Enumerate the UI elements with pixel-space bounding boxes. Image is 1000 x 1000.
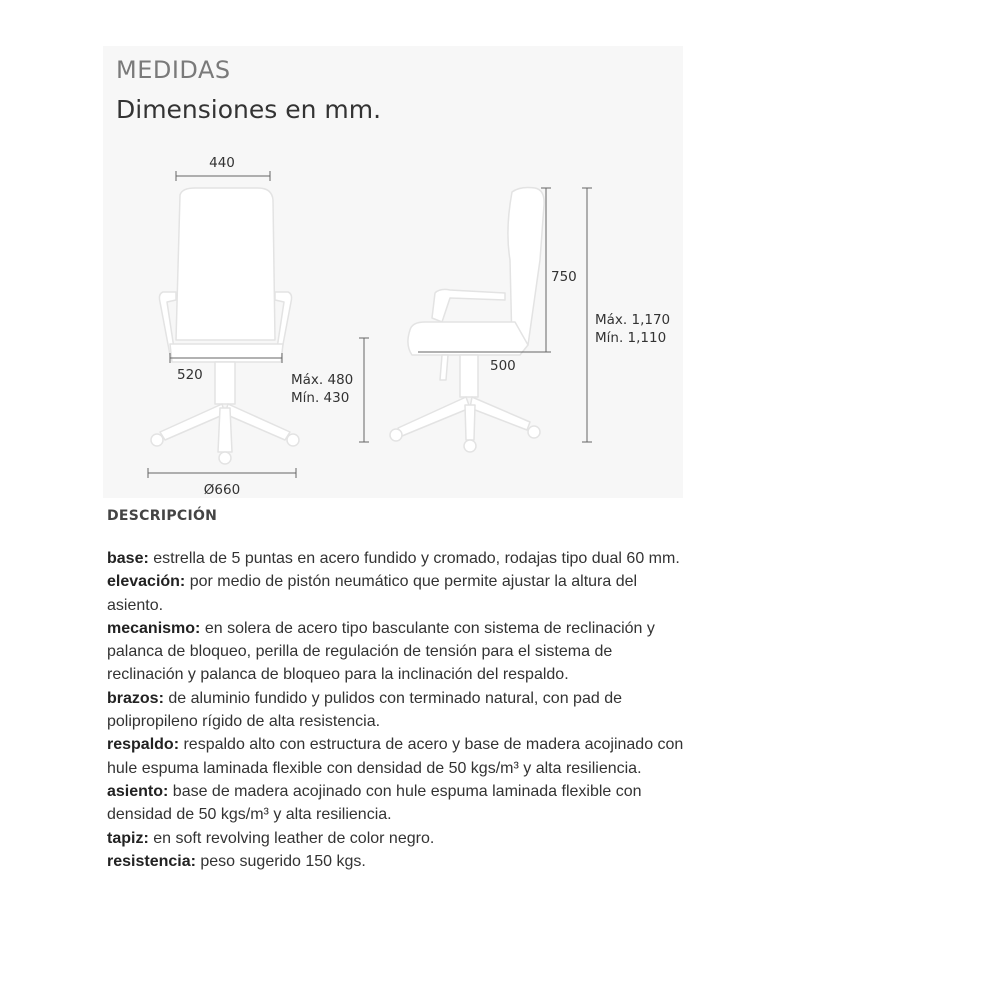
- chair-front-view: [151, 188, 299, 464]
- spec-paragraph: [107, 547, 692, 570]
- section-title: MEDIDAS: [116, 56, 231, 84]
- total-height-min-label: Mín. 1,110: [595, 330, 667, 346]
- spec-term: resistencia:: [107, 852, 196, 870]
- spec-text: base de madera acojinado con hule espuma laminada flexible con densidad de 50 kgs/m³ y alta resiliencia.: [107, 782, 642, 824]
- spec-term: mecanismo:: [107, 619, 201, 637]
- spec-text: de aluminio fundido y pulidos con terminado natural, con pad de polipropileno rígido de alta resistencia.: [107, 689, 622, 731]
- spec-text: en soft revolving leather de color negro.: [148, 829, 435, 847]
- spec-term: elevación:: [107, 573, 186, 591]
- spec-paragraph: [107, 733, 692, 780]
- spec-text: respaldo alto con estructura de acero y base de madera acojinado con hule espuma laminada flexible con densidad de 50 kgs/m³ y alta resiliencia.: [107, 736, 684, 777]
- spec-term: asiento:: [107, 782, 169, 800]
- seat-height-min-label: Mín. 430: [291, 390, 350, 406]
- spec-paragraph: [107, 850, 692, 873]
- seat-width-label: 520: [177, 367, 203, 383]
- spec-paragraph: [107, 687, 692, 734]
- total-height-max-label: Máx. 1,170: [595, 312, 671, 328]
- spec-text: estrella de 5 puntas en acero fundido y cromado, rodajas tipo dual 60 mm.: [148, 550, 680, 567]
- spec-text: en solera de acero tipo basculante con sistema de reclinación y palanca de bloqueo, perilla de regulación de tensión para el sistema de reclinación y palanca de bloqueo para la inclinación del respaldo.: [107, 619, 655, 684]
- spec-text: por medio de pistón neumático que permite ajustar la altura del asiento.: [107, 573, 638, 614]
- spec-paragraph: [107, 780, 692, 827]
- back-height-label: 750: [551, 269, 577, 285]
- description-text: [107, 547, 692, 873]
- description-heading: DESCRIPCIÓN: [107, 508, 218, 524]
- spec-term: tapiz:: [107, 829, 149, 847]
- chair-side-view: [390, 188, 544, 453]
- spec-paragraph: [107, 570, 692, 617]
- spec-term: brazos:: [107, 689, 164, 707]
- spec-paragraph: [107, 617, 692, 687]
- spec-term: base:: [107, 550, 149, 567]
- base-diameter-label: Ø660: [203, 482, 241, 498]
- dimensions-subtitle: Dimensiones en mm.: [116, 95, 382, 124]
- spec-term: respaldo:: [107, 736, 180, 754]
- back-width-label: 440: [209, 155, 235, 171]
- spec-text: peso sugerido 150 kgs.: [195, 852, 366, 870]
- seat-height-max-label: Máx. 480: [291, 372, 354, 388]
- spec-paragraph: [107, 827, 692, 850]
- seat-depth-label: 500: [490, 358, 516, 374]
